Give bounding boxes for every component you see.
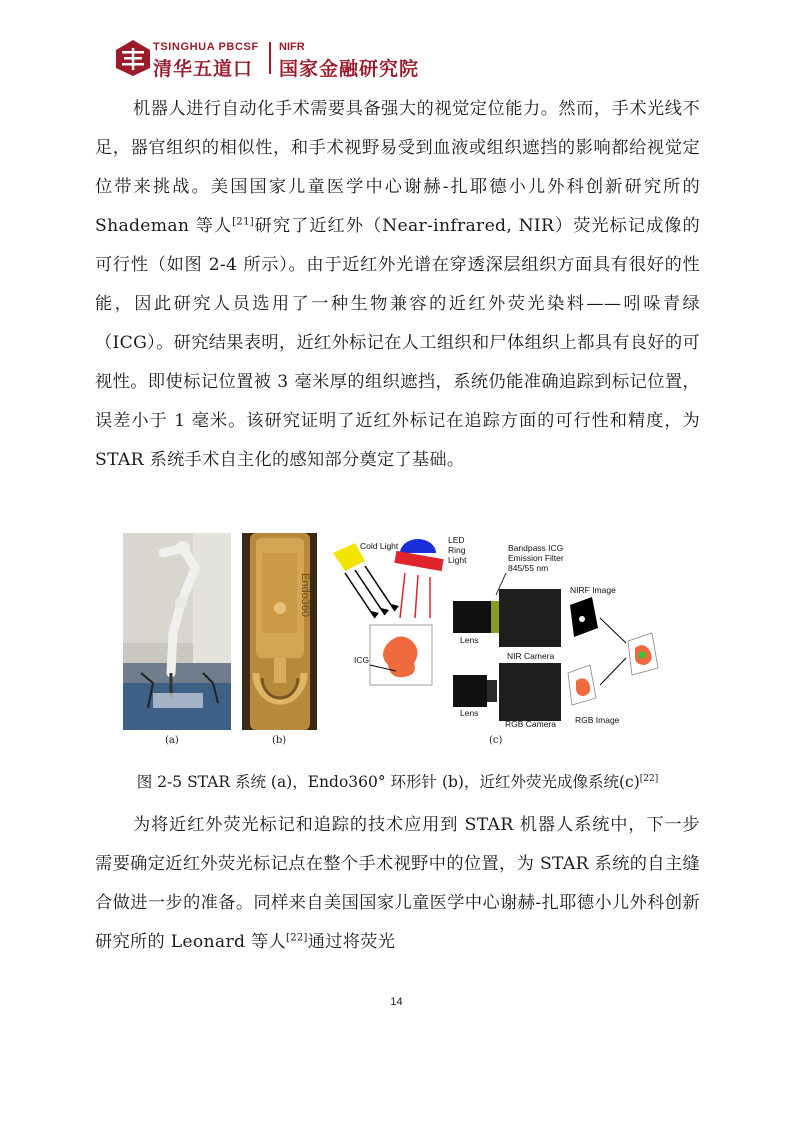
subfigure-label-b: (b) — [272, 735, 287, 746]
label-light: Light — [448, 555, 467, 565]
logo-mark-icon — [113, 38, 153, 78]
label-led: LED — [448, 535, 465, 545]
label-cold-light: Cold Light — [360, 541, 399, 551]
label-nirf-image: NIRF Image — [570, 585, 616, 595]
diagram-nir-imaging — [330, 533, 678, 730]
label-lens-top: Lens — [460, 635, 479, 645]
paragraph-1-text-a: 机器人进行自动化手术需要具备强大的视觉定位能力。然而，手术光线不足，器官组织的相似性，和手术视野易受到血液或组织遮挡的影响都给视觉定位带来挑战。美国国家儿童医学中心谢赫-扎耶德小儿外科创新研究所的 Shademan 等人 — [95, 99, 700, 236]
label-rgb-image: RGB Image — [575, 715, 620, 725]
institute-chinese: 国家金融研究院 — [279, 58, 420, 80]
logo-english: TSINGHUA PBCSF — [153, 41, 259, 53]
figure-caption — [95, 770, 700, 792]
label-ring: Ring — [448, 545, 466, 555]
label-icg: ICG — [354, 655, 370, 665]
label-rgb-camera: RGB Camera — [505, 719, 557, 729]
citation-22-caption[interactable]: [22] — [639, 773, 659, 784]
logo-chinese: 清华五道口 — [153, 58, 254, 80]
paragraph-1 — [95, 90, 700, 480]
endo360-label: Endo360 — [299, 573, 311, 618]
rgb-camera-icon — [499, 663, 561, 721]
paragraph-2-text-a: 为将近红外荧光标记和追踪的技术应用到 STAR 机器人系统中，下一步需要确定近红外荧光标记点在整个手术视野中的位置，为 STAR 系统的自主缝合做进一步的准备。同样来自美国国家儿童医学中心谢赫-扎耶德小儿外科创新研究所的 Leonard 等人 — [95, 815, 700, 952]
photo-endo360-needle — [242, 533, 317, 730]
label-lens-bottom: Lens — [460, 708, 479, 718]
label-filter-2: Emission Filter — [508, 553, 564, 563]
citation-22[interactable]: [22] — [286, 932, 308, 944]
figure-2-5 — [120, 530, 680, 760]
paragraph-2 — [95, 806, 700, 962]
label-nir-camera: NIR Camera — [507, 651, 555, 661]
page-number: 14 — [390, 996, 403, 1008]
subfigure-label-a: (a) — [165, 735, 179, 746]
citation-21[interactable]: [21] — [232, 216, 254, 228]
figure-caption-text: 图 2-5 STAR 系统 (a)，Endo360° 环形针 (b)，近红外荧光成像系统(c) — [136, 773, 640, 791]
paragraph-1-text-b: 研究了近红外（Near-infrared, NIR）荧光标记成像的可行性（如图 2-4 所示）。由于近红外光谱在穿透深层组织方面具有很好的性能，因此研究人员选用了一种生物兼容的近红外荧光染料——吲哚青绿（ICG）。研究结果表明，近红外标记在人工组织和尸体组织上都具有良好的可视性。即使标记位置被 3 毫米厚的组织遮挡，系统仍能准确追踪到标记位置，误差小于 1 毫米。该研究证明了近红外标记在追踪方面的可行性和精度，为 STAR 系统手术自主化的感知部分奠定了基础。 — [95, 216, 700, 470]
paragraph-2-text-b: 通过将荧光 — [307, 932, 396, 952]
label-filter-1: Bandpass ICG — [508, 543, 564, 553]
logo-divider — [269, 42, 271, 74]
photo-star-robot — [123, 533, 231, 730]
nir-camera-icon — [499, 589, 561, 647]
led-ring-light-icon — [400, 539, 436, 553]
institute-english: NIFR — [279, 41, 305, 53]
label-filter-3: 845/55 nm — [508, 563, 549, 573]
subfigure-label-c: (c) — [489, 735, 503, 746]
